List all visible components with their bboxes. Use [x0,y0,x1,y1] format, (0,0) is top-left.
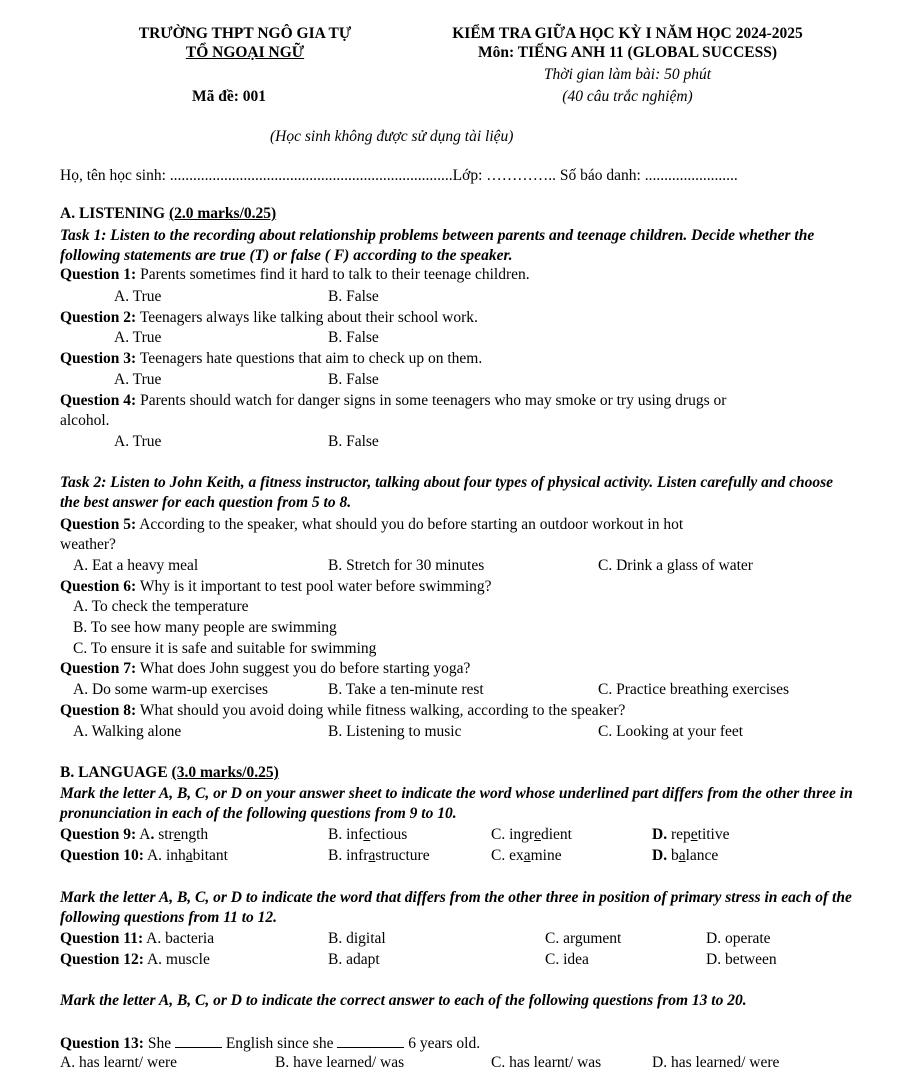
option-letter: D. [652,826,668,843]
grammar-instructions: Mark the letter A, B, C, or D to indicate the correct answer to each of the following questions from 13 to 20. [60,992,747,1009]
word-part: structure [375,847,430,864]
q6-option-c[interactable]: C. To ensure it is safe and suitable for swimming [73,640,377,657]
question-count: (40 câu trắc nghiệm) [562,88,693,105]
question-label: Question 13: [60,1035,144,1052]
q2-option-a[interactable]: A. True [114,329,162,346]
word-part: inf [342,826,364,843]
option-letter: B. [328,847,343,864]
question-label: Question 2: [60,309,137,326]
question-10 [60,846,228,866]
word-part: b [667,847,679,864]
stress-instructions: Mark the letter A, B, C, or D to indicate the word that differs from the other three in position of primary stress in each of the following questions from 11 to 12. [60,889,852,926]
word-part: ingr [505,826,535,843]
question-text: According to the speaker, what should you do before starting an outdoor workout in hot [136,516,684,533]
q5-option-b[interactable]: B. Stretch for 30 minutes [328,557,485,574]
question-text: 6 years old. [404,1035,481,1052]
underlined-part: a [185,847,193,864]
q13-option-c[interactable]: C. has learnt/ was [491,1054,602,1071]
q10-option-d[interactable] [652,846,718,866]
word-part: str [154,826,174,843]
question-12 [60,950,210,970]
word-part: mine [530,847,562,864]
question-label: Question 1: [60,266,137,283]
q11-option-c[interactable]: C. argument [545,930,622,947]
q12-option-a[interactable]: A. muscle [143,951,210,968]
question-6 [60,577,492,597]
word-part: dient [540,826,572,843]
answer-blank[interactable] [337,1033,404,1048]
department-name: TỔ NGOẠI NGỮ [185,44,305,61]
word-part: lance [685,847,719,864]
question-text: What should you avoid doing while fitness walking, according to the speaker? [136,702,626,719]
q7-option-c[interactable]: C. Practice breathing exercises [598,681,790,698]
question-13 [60,1033,480,1054]
q7-option-b[interactable]: B. Take a ten-minute rest [328,681,484,698]
question-text: Parents sometimes find it hard to talk to their teenage children. [136,266,530,283]
question-text: English since she [221,1035,338,1052]
word-part: rep [667,826,691,843]
word-part: ex [505,847,524,864]
pronunciation-instructions: Mark the letter A, B, C, or D on your answer sheet to indicate the word whose underlined part differs from the other three in pronunciation in each of the following questions from 9 to 10. [60,785,853,822]
exam-title: KIỂM TRA GIỮA HỌC KỲ I NĂM HỌC 2024-2025 [452,25,803,42]
underlined-part: e [690,826,698,843]
underlined-part: a [368,847,376,864]
question-label: Question 5: [60,516,137,533]
question-8 [60,701,625,721]
underlined-part: e [534,826,541,843]
question-11 [60,929,214,949]
student-class-field: Lớp: ………….. [452,167,560,184]
section-a-title: A. LISTENING [60,205,169,222]
q9-option-d[interactable] [652,825,730,845]
option-letter: A. [143,847,163,864]
q6-option-b[interactable]: B. To see how many people are swimming [73,619,337,636]
q12-option-c[interactable]: C. idea [545,951,589,968]
question-3 [60,349,482,369]
question-label: Question 9: [60,826,137,843]
q4-option-a[interactable]: A. True [114,433,162,450]
question-1 [60,265,530,285]
question-label: Question 10: [60,847,144,864]
q11-option-a[interactable]: A. bacteria [143,930,215,947]
q2-option-b[interactable]: B. False [328,329,379,346]
section-a-marks: (2.0 marks/0.25) [168,205,277,222]
q5-option-a[interactable]: A. Eat a heavy meal [73,557,199,574]
q3-option-a[interactable]: A. True [114,371,162,388]
underlined-part: a [678,847,686,864]
q7-option-a[interactable]: A. Do some warm-up exercises [73,681,268,698]
student-info-line [60,166,738,186]
q13-option-d[interactable]: D. has learned/ were [652,1054,780,1071]
q9-option-c[interactable] [491,825,572,845]
question-5-continued: weather? [60,536,116,553]
q11-option-b[interactable]: B. digital [328,930,386,947]
exam-time: Thời gian làm bài: 50 phút [543,66,712,83]
question-label: Question 8: [60,702,137,719]
student-name-field: Họ, tên học sinh: ......................................................................... [60,167,453,184]
question-5 [60,515,683,535]
student-id-field: Số báo danh: ........................ [559,167,738,184]
option-letter: C. [491,847,506,864]
question-label: Question 12: [60,951,144,968]
question-9 [60,825,208,845]
option-dot: . [150,826,155,843]
option-letter: D. [652,847,668,864]
q11-option-d[interactable]: D. operate [706,930,771,947]
q5-option-c[interactable]: C. Drink a glass of water [598,557,753,574]
question-text: Why is it important to test pool water before swimming? [136,578,492,595]
option-letter: C. [491,826,506,843]
word-part: titive [697,826,730,843]
question-7 [60,659,470,679]
question-label: Question 11: [60,930,144,947]
word-part: infr [342,847,369,864]
q3-option-b[interactable]: B. False [328,371,379,388]
q1-option-b[interactable]: B. False [328,288,379,305]
word-part: ngth [180,826,209,843]
exam-code: Mã đề: 001 [192,88,267,105]
section-b-heading [60,763,279,783]
q4-option-b[interactable]: B. False [328,433,379,450]
underlined-part: e [363,826,371,843]
task2-instructions: Task 2: Listen to John Keith, a fitness instructor, talking about four types of physical activity. Listen carefully and choose the best answer for each question from 5 to 8. [60,474,834,511]
exam-subject: Môn: TIẾNG ANH 11 (GLOBAL SUCCESS) [477,44,778,61]
question-text: What does John suggest you do before starting yoga? [136,660,471,677]
answer-blank[interactable] [175,1033,222,1048]
option-letter: A [136,826,151,843]
q8-option-c[interactable]: C. Looking at your feet [598,723,744,740]
question-label: Question 4: [60,392,137,409]
q12-option-b[interactable]: B. adapt [328,951,380,968]
section-b-title: B. LANGUAGE [60,764,172,781]
q10-option-b[interactable] [328,846,430,866]
q8-option-b[interactable]: B. Listening to music [328,723,462,740]
school-name: TRƯỜNG THPT NGÔ GIA TỰ [138,25,352,42]
q1-option-a[interactable]: A. True [114,288,162,305]
task1-instructions: Task 1: Listen to the recording about relationship problems between parents and teenage children. Decide whether the following statements are true (T) or false ( F) according to the speaker. [60,227,815,264]
question-text: Teenagers always like talking about their school work. [136,309,478,326]
question-4 [60,391,726,411]
underlined-part: a [523,847,531,864]
section-b-marks: (3.0 marks/0.25) [171,764,279,781]
question-text: She [143,1035,175,1052]
question-4-continued: alcohol. [60,412,110,429]
question-label: Question 7: [60,660,137,677]
q6-option-a[interactable]: A. To check the temperature [73,598,249,615]
question-label: Question 3: [60,350,137,367]
q8-option-a[interactable]: A. Walking alone [73,723,182,740]
question-text: Parents should watch for danger signs in some teenagers who may smoke or try using drugs or [136,392,727,409]
q13-option-a[interactable]: A. has learnt/ were [60,1054,178,1071]
section-a-heading [60,204,276,224]
word-part: inh [162,847,186,864]
q9-option-b[interactable] [328,825,407,845]
underlined-part: e [173,826,181,843]
word-part: bitant [192,847,228,864]
question-text: Teenagers hate questions that aim to check up on them. [136,350,483,367]
question-2 [60,308,478,328]
q12-option-d[interactable]: D. between [706,951,777,968]
no-materials-note: (Học sinh không được sử dụng tài liệu) [270,128,514,145]
question-label: Question 6: [60,578,137,595]
option-letter: B. [328,826,343,843]
word-part: ctious [370,826,408,843]
q10-option-c[interactable] [491,846,562,866]
q13-option-b[interactable]: B. have learned/ was [275,1054,405,1071]
